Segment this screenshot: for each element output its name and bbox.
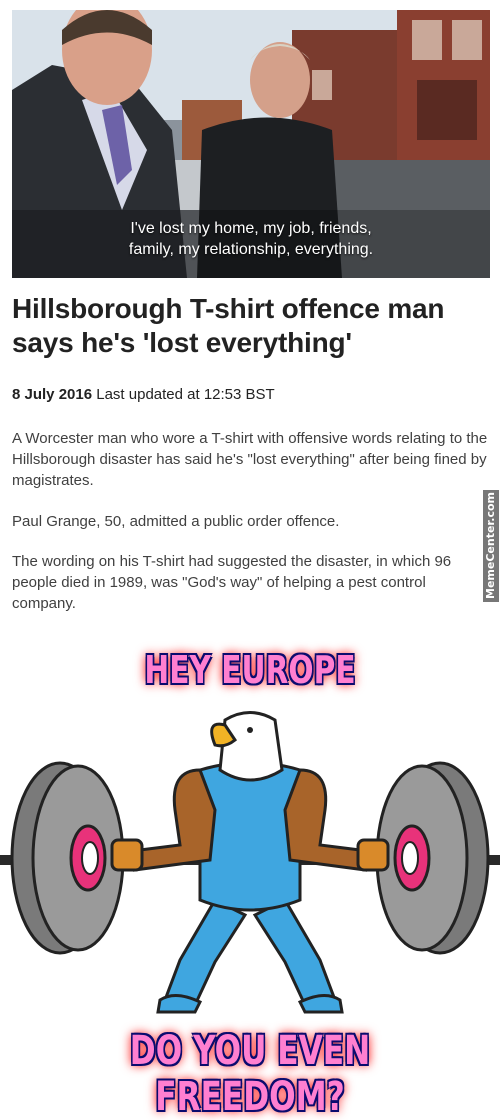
caption-line-2: family, my relationship, everything. bbox=[128, 241, 374, 258]
article-headline: Hillsborough T-shirt offence man says he's 'lost everything' bbox=[12, 293, 445, 358]
weightlifting-eagle-illustration bbox=[0, 700, 500, 1020]
news-video-still bbox=[12, 10, 490, 278]
article-updated: Last updated at 12:53 BST bbox=[96, 386, 275, 403]
memecenter-watermark: MemeCenter.com bbox=[483, 490, 499, 602]
article-paragraph-1: A Worcester man who wore a T-shirt with offensive words relating to the Hillsborough disaster has said he's "lost everything" after being fined by magistrates. bbox=[12, 430, 488, 489]
meme-bottom-text: DO YOU EVEN FREEDOM? bbox=[129, 1028, 371, 1120]
video-caption bbox=[12, 218, 490, 260]
caption-line-1: I've lost my home, my job, friends, bbox=[130, 220, 372, 237]
article-paragraph-2: Paul Grange, 50, admitted a public order offence. bbox=[12, 513, 340, 530]
article-date: 8 July 2016 bbox=[12, 386, 93, 403]
right-weight-plate-icon bbox=[377, 763, 488, 953]
article-paragraph-3: The wording on his T-shirt had suggested the disaster, in which 96 people died in 1989, was "God's way" of helping a pest control company. bbox=[12, 553, 452, 612]
left-weight-plate-icon bbox=[12, 763, 123, 953]
meme-top-text: HEY EUROPE bbox=[144, 648, 356, 692]
article-dateline bbox=[12, 386, 275, 403]
